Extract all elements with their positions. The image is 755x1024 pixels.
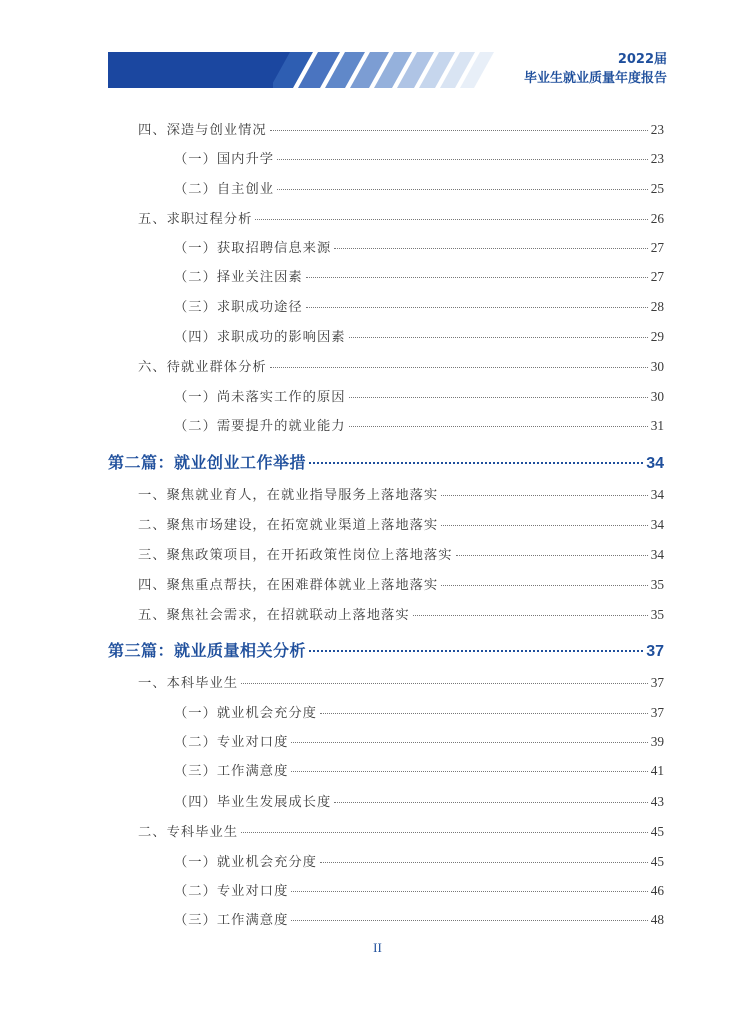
toc-entry[interactable] — [138, 484, 664, 503]
dot-leader — [309, 446, 643, 464]
toc-entry-page: 37 — [650, 675, 664, 690]
toc-entry-page: 39 — [650, 734, 664, 749]
toc-part-heading[interactable] — [108, 450, 664, 473]
toc-entry-page: 34 — [646, 455, 664, 472]
toc-entry-title: （一）就业机会充分度 — [174, 855, 317, 870]
dot-leader — [277, 146, 648, 160]
toc-entry[interactable] — [174, 851, 664, 870]
toc-entry-title: 一、本科毕业生 — [138, 676, 239, 691]
toc-entry-title: 二、聚焦市场建设，在拓宽就业渠道上落地落实 — [138, 518, 439, 533]
dot-leader — [349, 324, 648, 338]
dot-leader — [241, 819, 648, 833]
toc-entry-page: 48 — [650, 912, 664, 927]
toc-entry[interactable] — [174, 296, 664, 315]
dot-leader — [320, 700, 648, 714]
toc-entry-page: 35 — [650, 577, 664, 592]
dot-leader — [320, 849, 648, 863]
toc-entry-page: 26 — [650, 211, 664, 226]
header-banner-graphic — [108, 52, 503, 88]
toc-entry[interactable] — [174, 148, 664, 167]
dot-leader — [291, 907, 647, 921]
toc-entry-page: 41 — [650, 763, 664, 778]
dot-leader — [270, 354, 648, 368]
toc-entry-page: 46 — [650, 883, 664, 898]
toc-entry[interactable] — [138, 544, 664, 563]
toc-entry-title: （一）获取招聘信息来源 — [174, 241, 332, 256]
toc-entry-title: （二）专业对口度 — [174, 884, 289, 899]
toc-entry[interactable] — [138, 821, 664, 840]
toc-entry-page: 34 — [650, 547, 664, 562]
toc-entry-title: 五、聚焦社会需求，在招就联动上落地落实 — [138, 608, 410, 623]
dot-leader — [441, 482, 647, 496]
toc-entry-title: （二）择业关注因素 — [174, 270, 303, 285]
toc-entry-title: 五、求职过程分析 — [138, 212, 253, 227]
toc-entry[interactable] — [174, 760, 664, 779]
toc-entry[interactable] — [174, 791, 664, 810]
toc-entry-title: （二）自主创业 — [174, 182, 275, 197]
dot-leader — [334, 235, 647, 249]
toc-entry-title: 第二篇：就业创业工作举措 — [108, 453, 307, 472]
toc-entry[interactable] — [138, 574, 664, 593]
toc-entry-page: 43 — [650, 794, 664, 809]
dot-leader — [456, 542, 648, 556]
toc-entry-page: 45 — [650, 854, 664, 869]
toc-entry-title: （三）工作满意度 — [174, 913, 289, 928]
toc-entry-page: 34 — [650, 517, 664, 532]
toc-entry-title: （一）就业机会充分度 — [174, 706, 317, 721]
toc-entry-page: 37 — [650, 705, 664, 720]
dot-leader — [334, 789, 647, 803]
dot-leader — [309, 634, 643, 652]
toc-entry[interactable] — [174, 702, 664, 721]
toc-entry-title: （一）国内升学 — [174, 152, 275, 167]
toc-entry-title: （四）求职成功的影响因素 — [174, 330, 346, 345]
dot-leader — [441, 512, 647, 526]
toc-entry[interactable] — [138, 514, 664, 533]
toc-entry[interactable] — [138, 672, 664, 691]
dot-leader — [349, 384, 648, 398]
toc-entry-page: 35 — [650, 607, 664, 622]
toc-entry-title: 四、深造与创业情况 — [138, 123, 267, 138]
toc-entry-page: 45 — [650, 824, 664, 839]
toc-entry-page: 23 — [650, 151, 664, 166]
toc-entry-page: 25 — [650, 181, 664, 196]
toc-entry[interactable] — [174, 909, 664, 928]
dot-leader — [441, 572, 647, 586]
toc-entry-title: （二）专业对口度 — [174, 735, 289, 750]
toc-entry-title: 二、专科毕业生 — [138, 825, 239, 840]
report-year: 2022届 — [617, 52, 667, 67]
dot-leader — [306, 294, 648, 308]
dot-leader — [413, 602, 648, 616]
toc-entry-title: （一）尚未落实工作的原因 — [174, 390, 346, 405]
toc-entry-title: 四、聚焦重点帮扶，在困难群体就业上落地落实 — [138, 578, 439, 593]
dot-leader — [270, 117, 648, 131]
dot-leader — [255, 206, 647, 220]
dot-leader — [291, 729, 647, 743]
toc-entry-page: 34 — [650, 487, 664, 502]
dot-leader — [291, 758, 647, 772]
toc-entry[interactable] — [174, 731, 664, 750]
toc-entry[interactable] — [174, 415, 664, 434]
dot-leader — [291, 878, 647, 892]
dot-leader — [241, 670, 648, 684]
toc-entry-title: （四）毕业生发展成长度 — [174, 795, 332, 810]
toc-entry-title: （二）需要提升的就业能力 — [174, 419, 346, 434]
toc-entry-title: 三、聚焦政策项目，在开拓政策性岗位上落地落实 — [138, 548, 453, 563]
toc-part-heading[interactable] — [108, 638, 664, 661]
toc-entry-title: （三）求职成功途径 — [174, 300, 303, 315]
dot-leader — [306, 264, 648, 278]
toc-entry-title: 六、待就业群体分析 — [138, 360, 267, 375]
toc-entry[interactable] — [174, 237, 664, 256]
toc-entry-page: 28 — [650, 299, 664, 314]
toc-entry[interactable] — [174, 386, 664, 405]
toc-entry[interactable] — [138, 356, 664, 375]
toc-entry[interactable] — [174, 880, 664, 899]
toc-entry-page: 30 — [650, 389, 664, 404]
toc-entry-title: 第三篇：就业质量相关分析 — [108, 641, 307, 660]
toc-entry-title: （三）工作满意度 — [174, 764, 289, 779]
page-number: II — [373, 940, 382, 955]
toc-entry-page: 29 — [650, 329, 664, 344]
toc-entry-page: 27 — [650, 269, 664, 284]
toc-entry-title: 一、聚焦就业育人，在就业指导服务上落地落实 — [138, 488, 439, 503]
toc-entry-page: 27 — [650, 240, 664, 255]
report-header — [524, 51, 667, 88]
toc-entry[interactable] — [174, 178, 664, 197]
toc-entry[interactable] — [138, 208, 664, 227]
toc-entry-page: 23 — [650, 122, 664, 137]
toc-entry[interactable] — [138, 604, 664, 623]
toc-entry[interactable] — [138, 119, 664, 138]
toc-entry[interactable] — [174, 266, 664, 285]
toc-entry[interactable] — [174, 326, 664, 345]
toc-entry-page: 31 — [650, 418, 664, 433]
dot-leader — [277, 176, 648, 190]
report-subtitle: 毕业生就业质量年度报告 — [523, 71, 667, 86]
dot-leader — [349, 413, 648, 427]
toc-entry-page: 37 — [646, 643, 664, 660]
toc-entry-page: 30 — [650, 359, 664, 374]
